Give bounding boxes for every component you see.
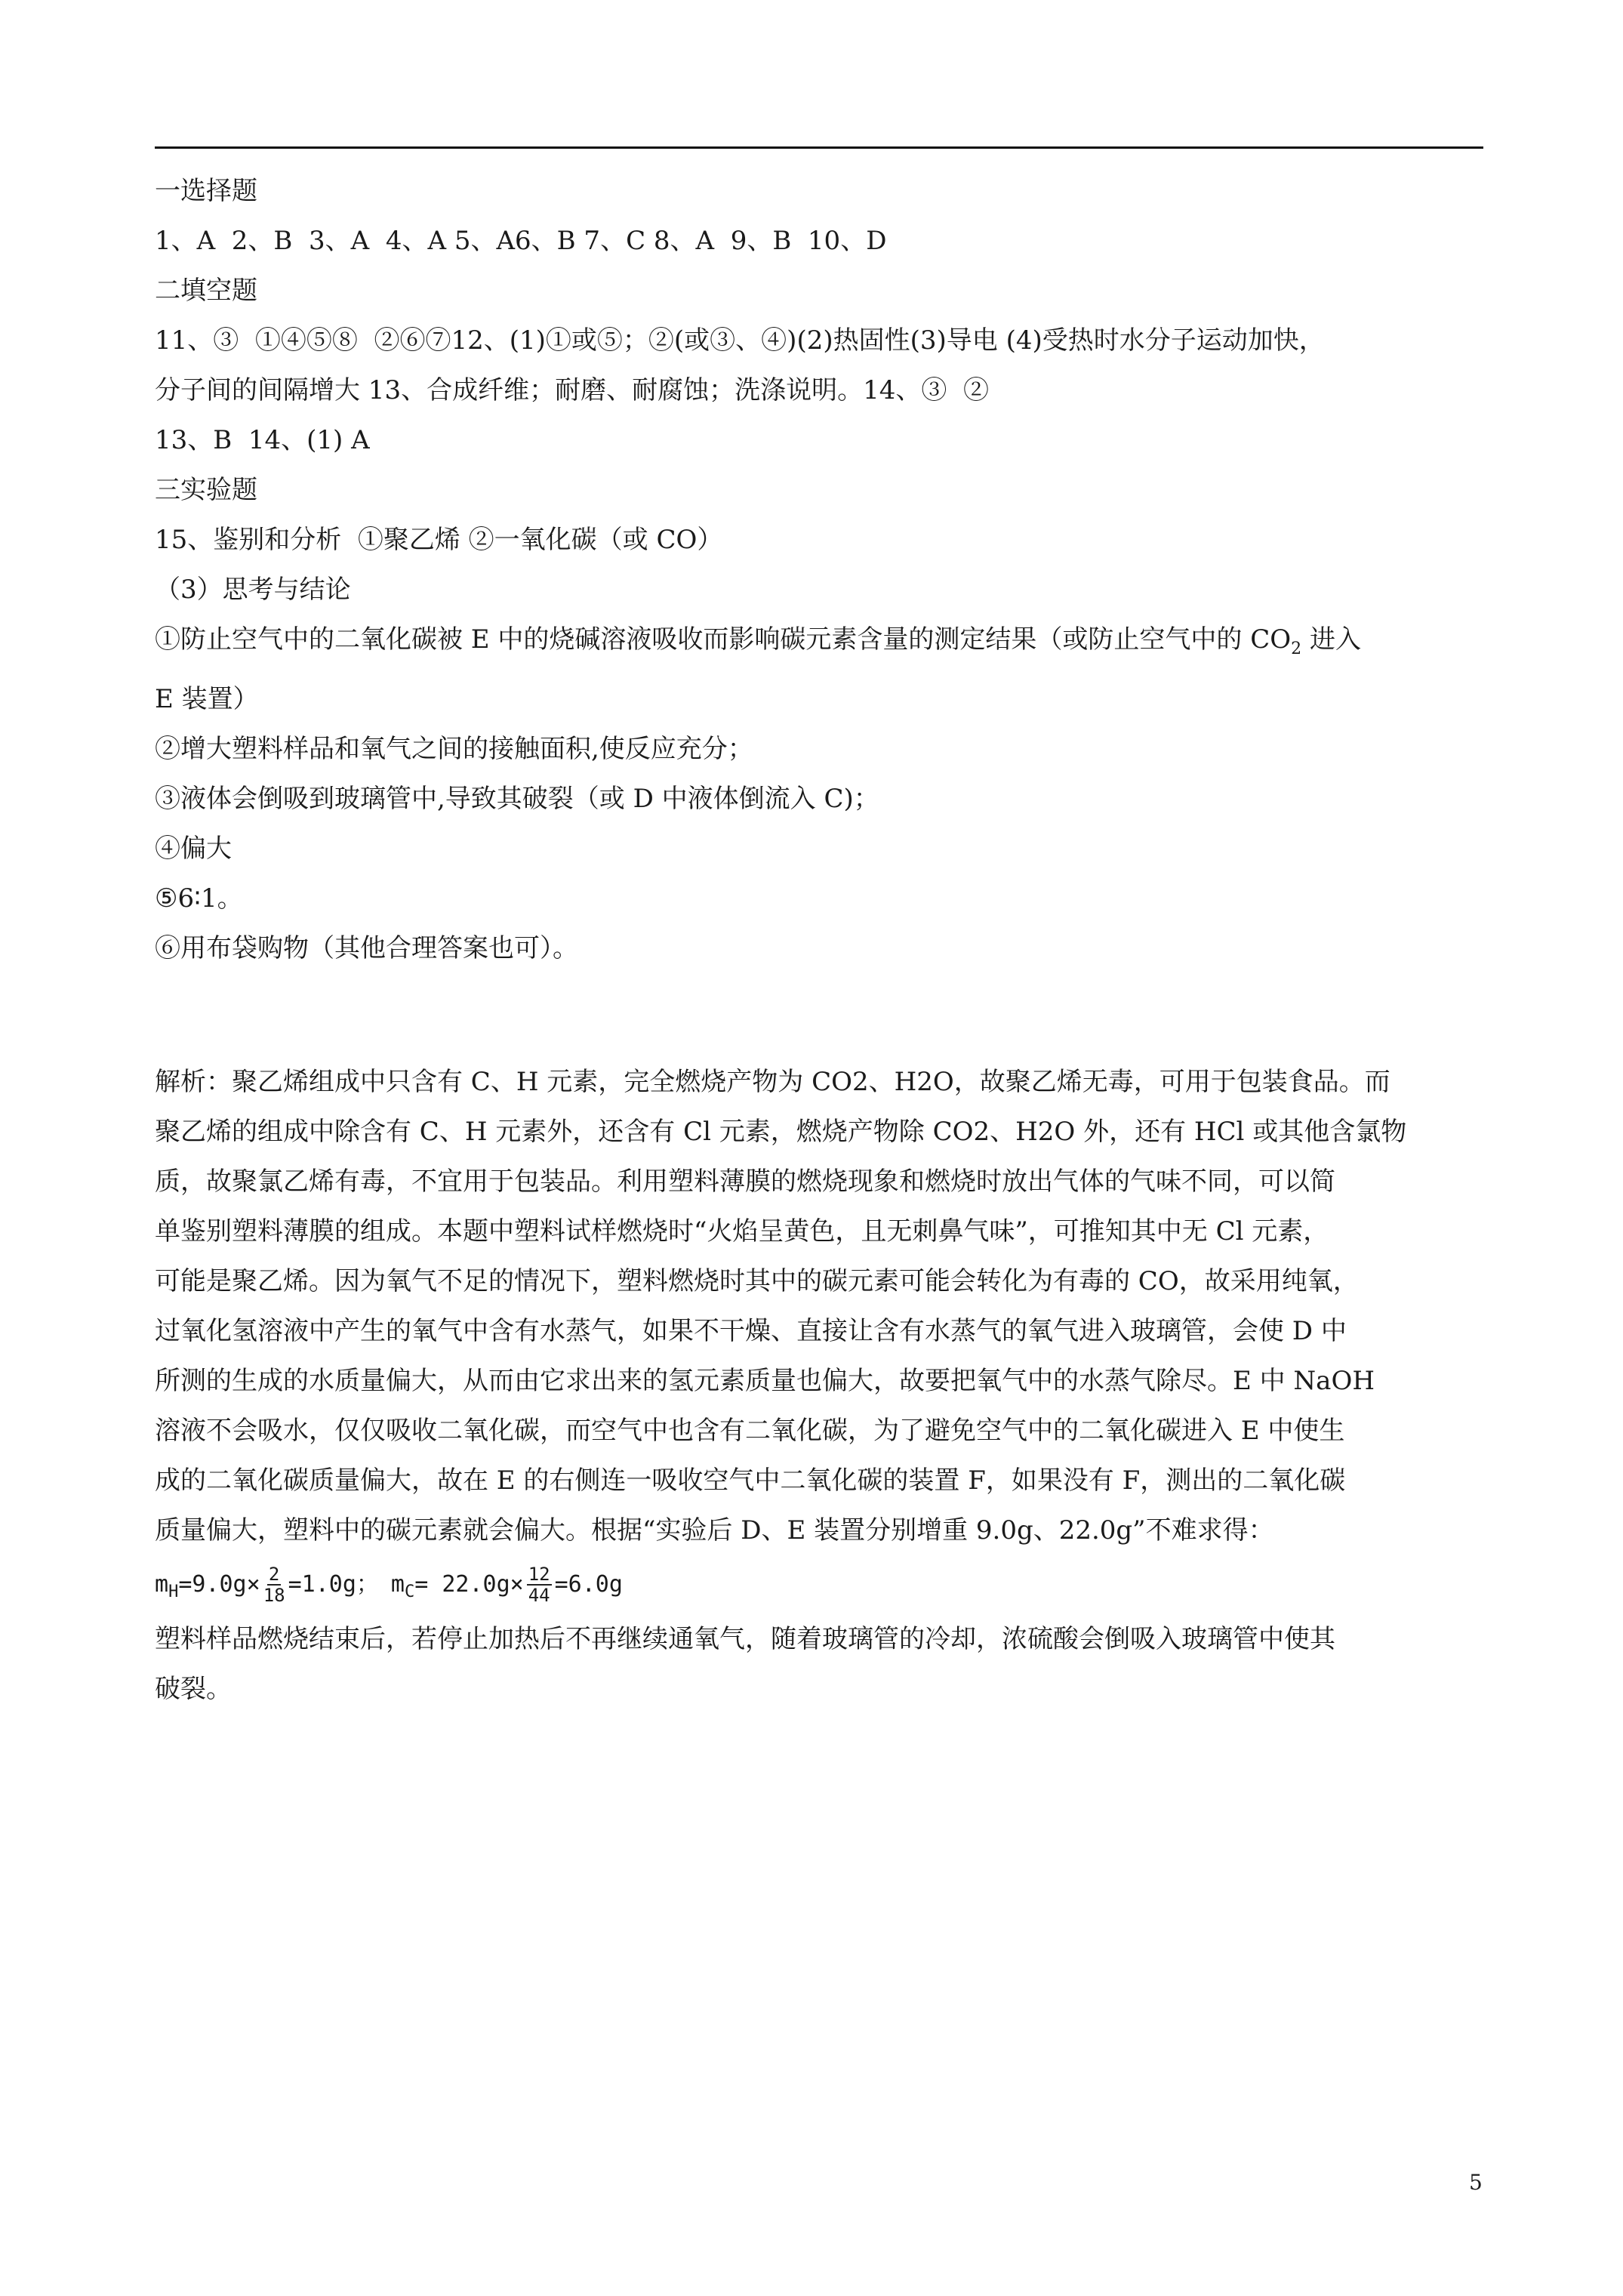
fill-line-3: 13、B 14、(1) A bbox=[155, 425, 370, 455]
analysis-line-8: 溶液不会吸水，仅仅吸收二氧化碳，而空气中也含有二氧化碳，为了避免空气中的二氧化碳进入 E 中使生 bbox=[155, 1416, 1345, 1446]
analysis-section bbox=[155, 1057, 1491, 1714]
formula-mc-eq: = 22.0g× bbox=[414, 1571, 524, 1598]
experiment-item-2: ②增大塑料样品和氧气之间的接触面积,使反应充分； bbox=[155, 734, 753, 764]
analysis-line-11: 塑料样品燃烧结束后，若停止加热后不再继续通氧气，随着玻璃管的冷却，浓硫酸会倒吸入玻璃管中使其 bbox=[155, 1624, 1335, 1654]
formula-mc-numerator: 12 bbox=[528, 1564, 550, 1585]
fill-line-2: 分子间的间隔增大 13、合成纤维；耐磨、耐腐蚀；洗涤说明。14、③ ② bbox=[155, 375, 989, 405]
fill-title: 二填空题 bbox=[155, 276, 257, 306]
analysis-line-5: 可能是聚乙烯。因为氧气不足的情况下，塑料燃烧时其中的碳元素可能会转化为有毒的 CO，故采用纯氧， bbox=[155, 1266, 1359, 1296]
formula-mh-m: m bbox=[155, 1571, 169, 1598]
experiment-line-1: 15、鉴别和分析 ①聚乙烯 ②一氧化碳（或 CO） bbox=[155, 525, 723, 555]
experiment-item-1-tail: 进入 bbox=[1301, 624, 1361, 655]
header-rule bbox=[155, 146, 1483, 149]
experiment-item-1-cont: E 装置） bbox=[155, 684, 259, 714]
experiment-item-1 bbox=[155, 615, 1491, 674]
experiment-item-3: ③液体会倒吸到玻璃管中,导致其破裂（或 D 中液体倒流入 C)； bbox=[155, 784, 879, 814]
experiment-item-6: ⑥用布袋购物（其他合理答案也可）。 bbox=[155, 933, 578, 963]
page-number: 5 bbox=[1469, 2170, 1483, 2195]
analysis-line-4: 单鉴别塑料薄膜的组成。本题中塑料试样燃烧时“火焰呈黄色，且无刺鼻气味”，可推知其中无 Cl 元素， bbox=[155, 1216, 1329, 1247]
experiment-item-1-text: ①防止空气中的二氧化碳被 E 中的烧碱溶液吸收而影响碳元素含量的测定结果（或防止空气中的 CO bbox=[155, 624, 1292, 655]
formula-mc-denominator: 44 bbox=[528, 1585, 550, 1606]
formula-mh-numerator: 2 bbox=[268, 1564, 280, 1585]
answers-section bbox=[155, 166, 1491, 973]
fill-line-1: 11、③ ①④⑤⑧ ②⑥⑦12、(1)①或⑤；②(或③、④)(2)热固性(3)导电 (4)受热时水分子运动加快， bbox=[155, 325, 1325, 356]
analysis-line-6: 过氧化氢溶液中产生的氧气中含有水蒸气，如果不干燥、直接让含有水蒸气的氧气进入玻璃管，会使 D 中 bbox=[155, 1316, 1347, 1346]
experiment-line-2: （3）思考与结论 bbox=[155, 575, 351, 605]
formula-mc-fraction bbox=[527, 1564, 552, 1605]
formula-mh-result: =1.0g； bbox=[288, 1571, 379, 1598]
formula-mh-sub: H bbox=[168, 1583, 179, 1601]
formula-mc-sub: C bbox=[404, 1583, 415, 1601]
formula-mh-eq: =9.0g× bbox=[178, 1571, 260, 1598]
co2-subscript: 2 bbox=[1291, 639, 1302, 658]
choice-title: 一选择题 bbox=[155, 176, 257, 206]
mass-formula bbox=[155, 1555, 1491, 1614]
analysis-line-10: 质量偏大，塑料中的碳元素就会偏大。根据“实验后 D、E 装置分别增重 9.0g、22.0g”不难求得： bbox=[155, 1515, 1274, 1546]
experiment-item-5: ⑤6∶1。 bbox=[155, 883, 243, 914]
choice-answers: 1、A 2、B 3、A 4、A 5、A6、B 7、C 8、A 9、B 10、D bbox=[155, 226, 887, 256]
experiment-item-4: ④偏大 bbox=[155, 834, 232, 864]
formula-mc-m: m bbox=[390, 1571, 405, 1598]
experiment-title: 三实验题 bbox=[155, 475, 257, 505]
analysis-line-3: 质，故聚氯乙烯有毒，不宜用于包装品。利用塑料薄膜的燃烧现象和燃烧时放出气体的气味不同，可以简 bbox=[155, 1166, 1335, 1197]
analysis-line-7: 所测的生成的水质量偏大，从而由它求出来的氢元素质量也偏大，故要把氧气中的水蒸气除尽。E 中 NaOH bbox=[155, 1366, 1375, 1396]
formula-mc-result: =6.0g bbox=[554, 1571, 623, 1598]
formula-mh-fraction bbox=[263, 1564, 285, 1605]
analysis-line-2: 聚乙烯的组成中除含有 C、H 元素外，还含有 Cl 元素，燃烧产物除 CO2、H2O 外，还有 HCl 或其他含氯物 bbox=[155, 1117, 1407, 1147]
analysis-line-9: 成的二氧化碳质量偏大，故在 E 的右侧连一吸收空气中二氧化碳的装置 F，如果没有 F，测出的二氧化碳 bbox=[155, 1465, 1346, 1496]
analysis-line-1: 解析：聚乙烯组成中只含有 C、H 元素，完全燃烧产物为 CO2、H2O，故聚乙烯无毒，可用于包装食品。而 bbox=[155, 1067, 1390, 1097]
analysis-line-12: 破裂。 bbox=[155, 1674, 232, 1704]
formula-mh-denominator: 18 bbox=[263, 1585, 285, 1606]
